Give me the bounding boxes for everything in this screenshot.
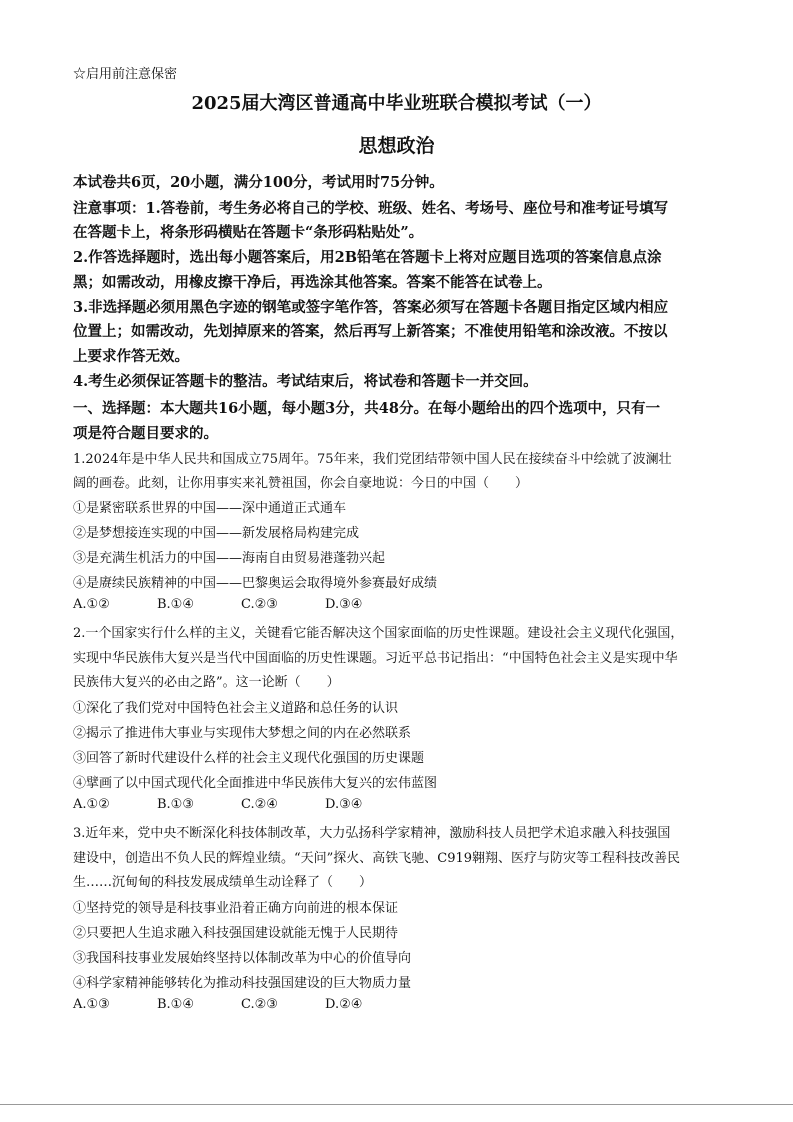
choice-c: C.②③ bbox=[241, 597, 278, 612]
question-1-choices bbox=[73, 597, 409, 612]
notice-line: 上要求作答无效。 bbox=[73, 348, 189, 365]
choice-d: D.③④ bbox=[325, 597, 363, 612]
choice-c: C.②④ bbox=[241, 797, 278, 812]
notice-line: 2.作答选择题时，选出每小题答案后，用2B铅笔在答题卡上将对应题目选项的答案信息点涂 bbox=[73, 249, 662, 266]
question-3-stem: 建设中，创造出不负人民的辉煌业绩。“天问”探火、高铁飞驰、C919翱翔、医疗与防灾等工程科技改善民 bbox=[73, 851, 681, 866]
section-heading: 一、选择题：本大题共16小题，每小题3分，共48分。在每小题给出的四个选项中，只有一 bbox=[73, 400, 660, 417]
notice-line: 在答题卡上，将条形码横贴在答题卡“条形码粘贴处”。 bbox=[73, 224, 424, 241]
choice-a: A.①② bbox=[73, 597, 110, 612]
question-1-statement: ②是梦想接连实现的中国——新发展格局构建完成 bbox=[73, 526, 360, 541]
notice-line: 黑；如需改动，用橡皮擦干净后，再选涂其他答案。答案不能答在试卷上。 bbox=[73, 274, 552, 291]
choice-d: D.③④ bbox=[325, 797, 363, 812]
question-1-stem: 阔的画卷。此刻，让你用事实来礼赞祖国，你会自豪地说：今日的中国（ ） bbox=[73, 476, 529, 491]
question-3-stem: 生……沉甸甸的科技发展成绩单生动诠释了（ ） bbox=[73, 875, 373, 890]
exam-title: 2025届大湾区普通高中毕业班联合模拟考试（一） bbox=[191, 93, 602, 114]
choice-a: A.①② bbox=[73, 797, 110, 812]
choice-d: D.②④ bbox=[325, 997, 363, 1012]
question-2-stem: 实现中华民族伟大复兴是当代中国面临的历史性课题。习近平总书记指出：“中国特色社会主义是实现中华 bbox=[73, 651, 678, 666]
question-1-stem: 1.2024年是中华人民共和国成立75周年。75年来，我们党团结带领中国人民在接续奋斗中绘就了波澜壮 bbox=[73, 452, 672, 467]
question-1-statement: ④是赓续民族精神的中国——巴黎奥运会取得境外参赛最好成绩 bbox=[73, 576, 438, 591]
question-1-statement: ①是紧密联系世界的中国——深中通道正式通车 bbox=[73, 501, 347, 516]
question-1-statement: ③是充满生机活力的中国——海南自由贸易港蓬勃兴起 bbox=[73, 551, 386, 566]
choice-c: C.②③ bbox=[241, 997, 278, 1012]
question-2-statement: ③回答了新时代建设什么样的社会主义现代化强国的历史课题 bbox=[73, 751, 425, 766]
notice-line: 4.考生必须保证答题卡的整洁。考试结束后，将试卷和答题卡一并交回。 bbox=[73, 373, 538, 390]
question-3-statement: ②只要把人生追求融入科技强国建设就能无愧于人民期待 bbox=[73, 926, 399, 941]
choice-b: B.①③ bbox=[157, 797, 194, 812]
page-bottom-rule bbox=[0, 1104, 793, 1105]
question-2-statement: ④擘画了以中国式现代化全面推进中华民族伟大复兴的宏伟蓝图 bbox=[73, 776, 438, 791]
question-2-stem: 2.一个国家实行什么样的主义，关键看它能否解决这个国家面临的历史性课题。建设社会主义现代化强国， bbox=[73, 626, 684, 641]
notice-line: 3.非选择题必须用黑色字迹的钢笔或签字笔作答，答案必须写在答题卡各题目指定区域内相应 bbox=[73, 299, 669, 316]
question-2-stem: 民族伟大复兴的必由之路”。这一论断（ ） bbox=[73, 675, 340, 690]
question-3-stem: 3.近年来，党中央不断深化科技体制改革，大力弘扬科学家精神，激励科技人员把学术追求融入科技强国 bbox=[73, 826, 671, 841]
choice-b: B.①④ bbox=[157, 597, 194, 612]
question-2-statement: ②揭示了推进伟大事业与实现伟大梦想之间的内在必然联系 bbox=[73, 726, 412, 741]
question-3-statement: ④科学家精神能够转化为推动科技强国建设的巨大物质力量 bbox=[73, 976, 412, 991]
confidential-mark: ☆启用前注意保密 bbox=[73, 67, 178, 82]
question-2-choices bbox=[73, 797, 409, 812]
notice-intro: 本试卷共6页，20小题，满分100分，考试用时75分钟。 bbox=[73, 174, 444, 191]
question-3-statement: ③我国科技事业发展始终坚持以体制改革为中心的价值导向 bbox=[73, 951, 412, 966]
choice-b: B.①④ bbox=[157, 997, 194, 1012]
subject-title: 思想政治 bbox=[358, 135, 435, 157]
section-heading: 项是符合题目要求的。 bbox=[73, 425, 218, 442]
notice-line: 位置上；如需改动，先划掉原来的答案，然后再写上新答案；不准使用铅笔和涂改液。不按以 bbox=[73, 323, 668, 340]
choice-a: A.①③ bbox=[73, 997, 110, 1012]
question-3-statement: ①坚持党的领导是科技事业沿着正确方向前进的根本保证 bbox=[73, 901, 399, 916]
question-2-statement: ①深化了我们党对中国特色社会主义道路和总任务的认识 bbox=[73, 701, 399, 716]
notice-line: 注意事项：1.答卷前，考生务必将自己的学校、班级、姓名、考场号、座位号和准考证号填写 bbox=[73, 200, 669, 217]
question-3-choices bbox=[73, 997, 409, 1012]
